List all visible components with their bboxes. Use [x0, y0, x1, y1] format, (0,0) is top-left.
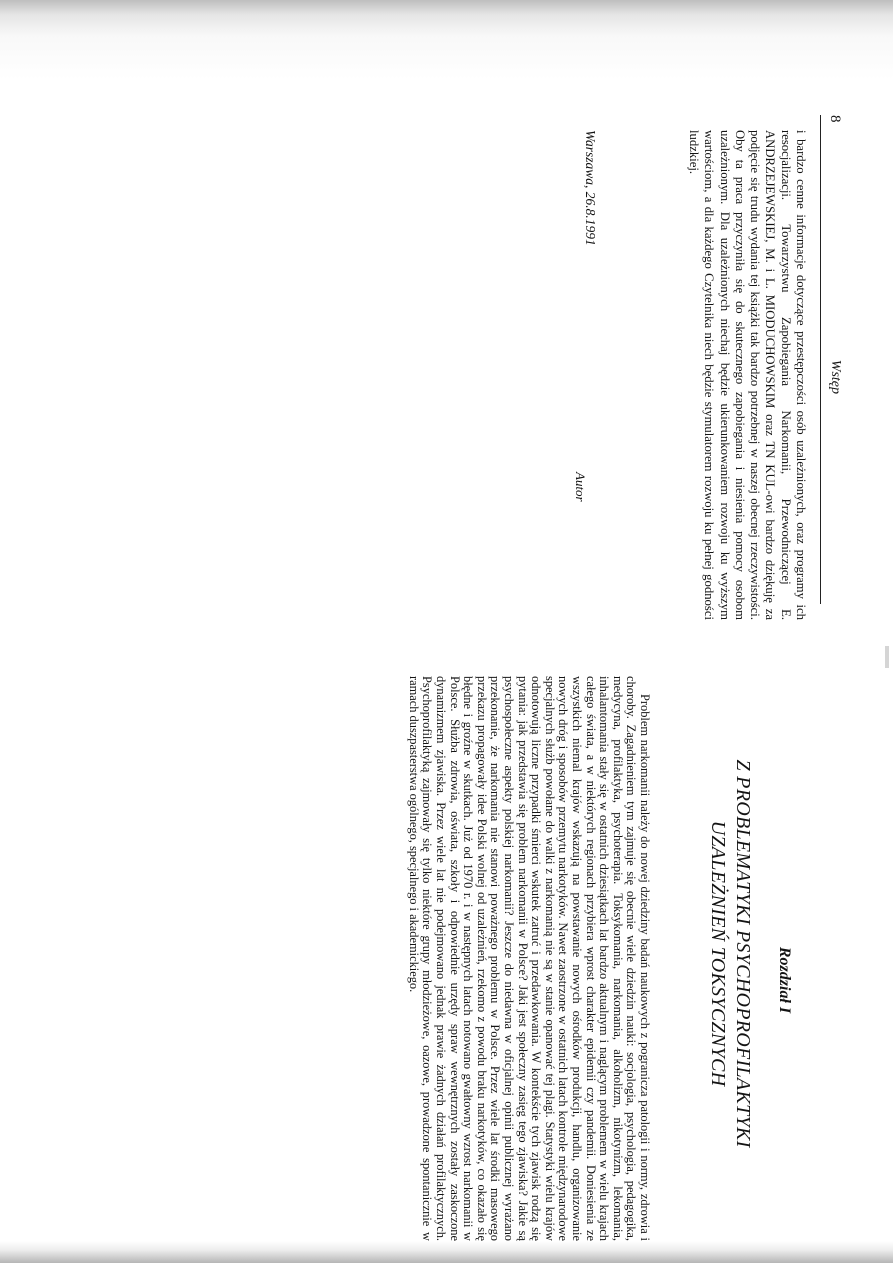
header-rule	[820, 115, 821, 604]
chapter-title	[705, 652, 755, 1255]
chapter-label: Rozdział I	[776, 946, 793, 1014]
chapter-title-line: Z PROBLEMATYKI PSYCHOPROFILAKTYKI	[732, 759, 754, 1148]
intro-closing-paragraph	[686, 130, 808, 620]
scan-shadow-edge	[0, 0, 893, 80]
scan-shadow-edge	[0, 1241, 893, 1263]
place-and-date: Warszawa, 26.8.1991	[583, 130, 598, 246]
author-signature: Autor	[573, 472, 588, 502]
running-title: Wstęp	[828, 359, 843, 394]
paragraph: i bardzo cenne informacje dotyczące przestępczości osób uzależnionych, oraz programy ich resocjalizacji. Towarzystwu Zapobiegania Narkomanii, Przewodniczącej E. ANDRZEJEWSKIEJ, M. i L. MIODUCHOWSKIM oraz TN KUL-owi bardzo dziękuję za podjęcie się trudu wydania tej książki tak bardzo potrzebnej w naszej obecnej rzeczywistości. Oby ta praca przyczyniła się do skutecznego zapobiegania i niesienia pomocy osobom uzależnionym. Dla uzależnionych niechaj będzie ukierunkowaniem rozwoju ku wyższym wartościom, a dla każdego Czytelnika niech będzie stymulatorem rozwoju ku pełnej godności ludzkiej.	[686, 130, 808, 620]
paragraph: Problem narkomanii należy do nowej dziedziny badań naukowych z pogranicza patologii i normy, zdrowia i choroby. Zagadnieniem tym zajmuje się obecnie wiele dziedzin nauki: socjologia, psychologia, pedagogika, medycyna, profilaktyka, psychoterapia. Toksykomania, narkomania, alkoholizm, nikotynizm, lekomania, inhalantomania stały się w ostatnich dziesiątkach lat bardzo aktualnym i naglącym problemem w wielu krajach całego świata, a w niektórych regionach przybiera wprost charakter epidemii czy pandemii. Doniesienia ze wszystkich niemal krajów wskazują na powstawanie nowych ośrodków produkcji, handlu, organizowanie nowych dróg i sposobów przemytu narkotyków. Nawet zaostrzone w ostatnich latach kontrole międzynarodowe specjalnych służb powołane do walki z narkomanią nie są w stanie opanować tej plagi. Statystyki wielu krajów odnotowują liczne przypadki śmierci wskutek zatruć i przedawkowania. W kontekście tych zjawisk rodzą się pytania: jak przedstawia się problem narkomanii w Polsce? Jaki jest społeczny zasięg tego zjawiska? Jakie są psychospołeczne aspekty polskiej narkomanii? Jeszcze do niedawna w oficjalnej opinii publicznej wyrażano przekonanie, że narkomania nie stanowi poważnego problemu w Polsce. Przez wiele lat środki masowego przekazu propagowały idee Polski wolnej od uzależnień, rzekomo z powodu braku narkotyków, co okazało się błędne i groźne w skutkach. Już od 1970 r. i w następnych latach notowano gwałtowny wzrost narkomanii w Polsce. Służba zdrowia, oświata, szkoły i odpowiednie urzędy spraw wewnętrznych zostały zaskoczone dynamizmem zjawiska. Przez wiele lat nie podejmowano jednak prawie żadnych działań profilaktycznych. Psychoprofilaktyką zajmowały się tylko niektóre grupy młodzieżowe, oazowe, prowadzone spontanicznie w ramach duszpasterstwa ogólnego, specjalnego i akademickiego.	[406, 676, 652, 1241]
running-head	[821, 115, 843, 604]
right-page	[0, 640, 893, 1263]
scan-smudge	[885, 646, 889, 668]
chapter-title-line: UZALEŻNIEŃ TOKSYCZNYCH	[707, 820, 729, 1087]
page-number: 8	[827, 115, 843, 123]
chapter-body	[406, 676, 651, 1241]
